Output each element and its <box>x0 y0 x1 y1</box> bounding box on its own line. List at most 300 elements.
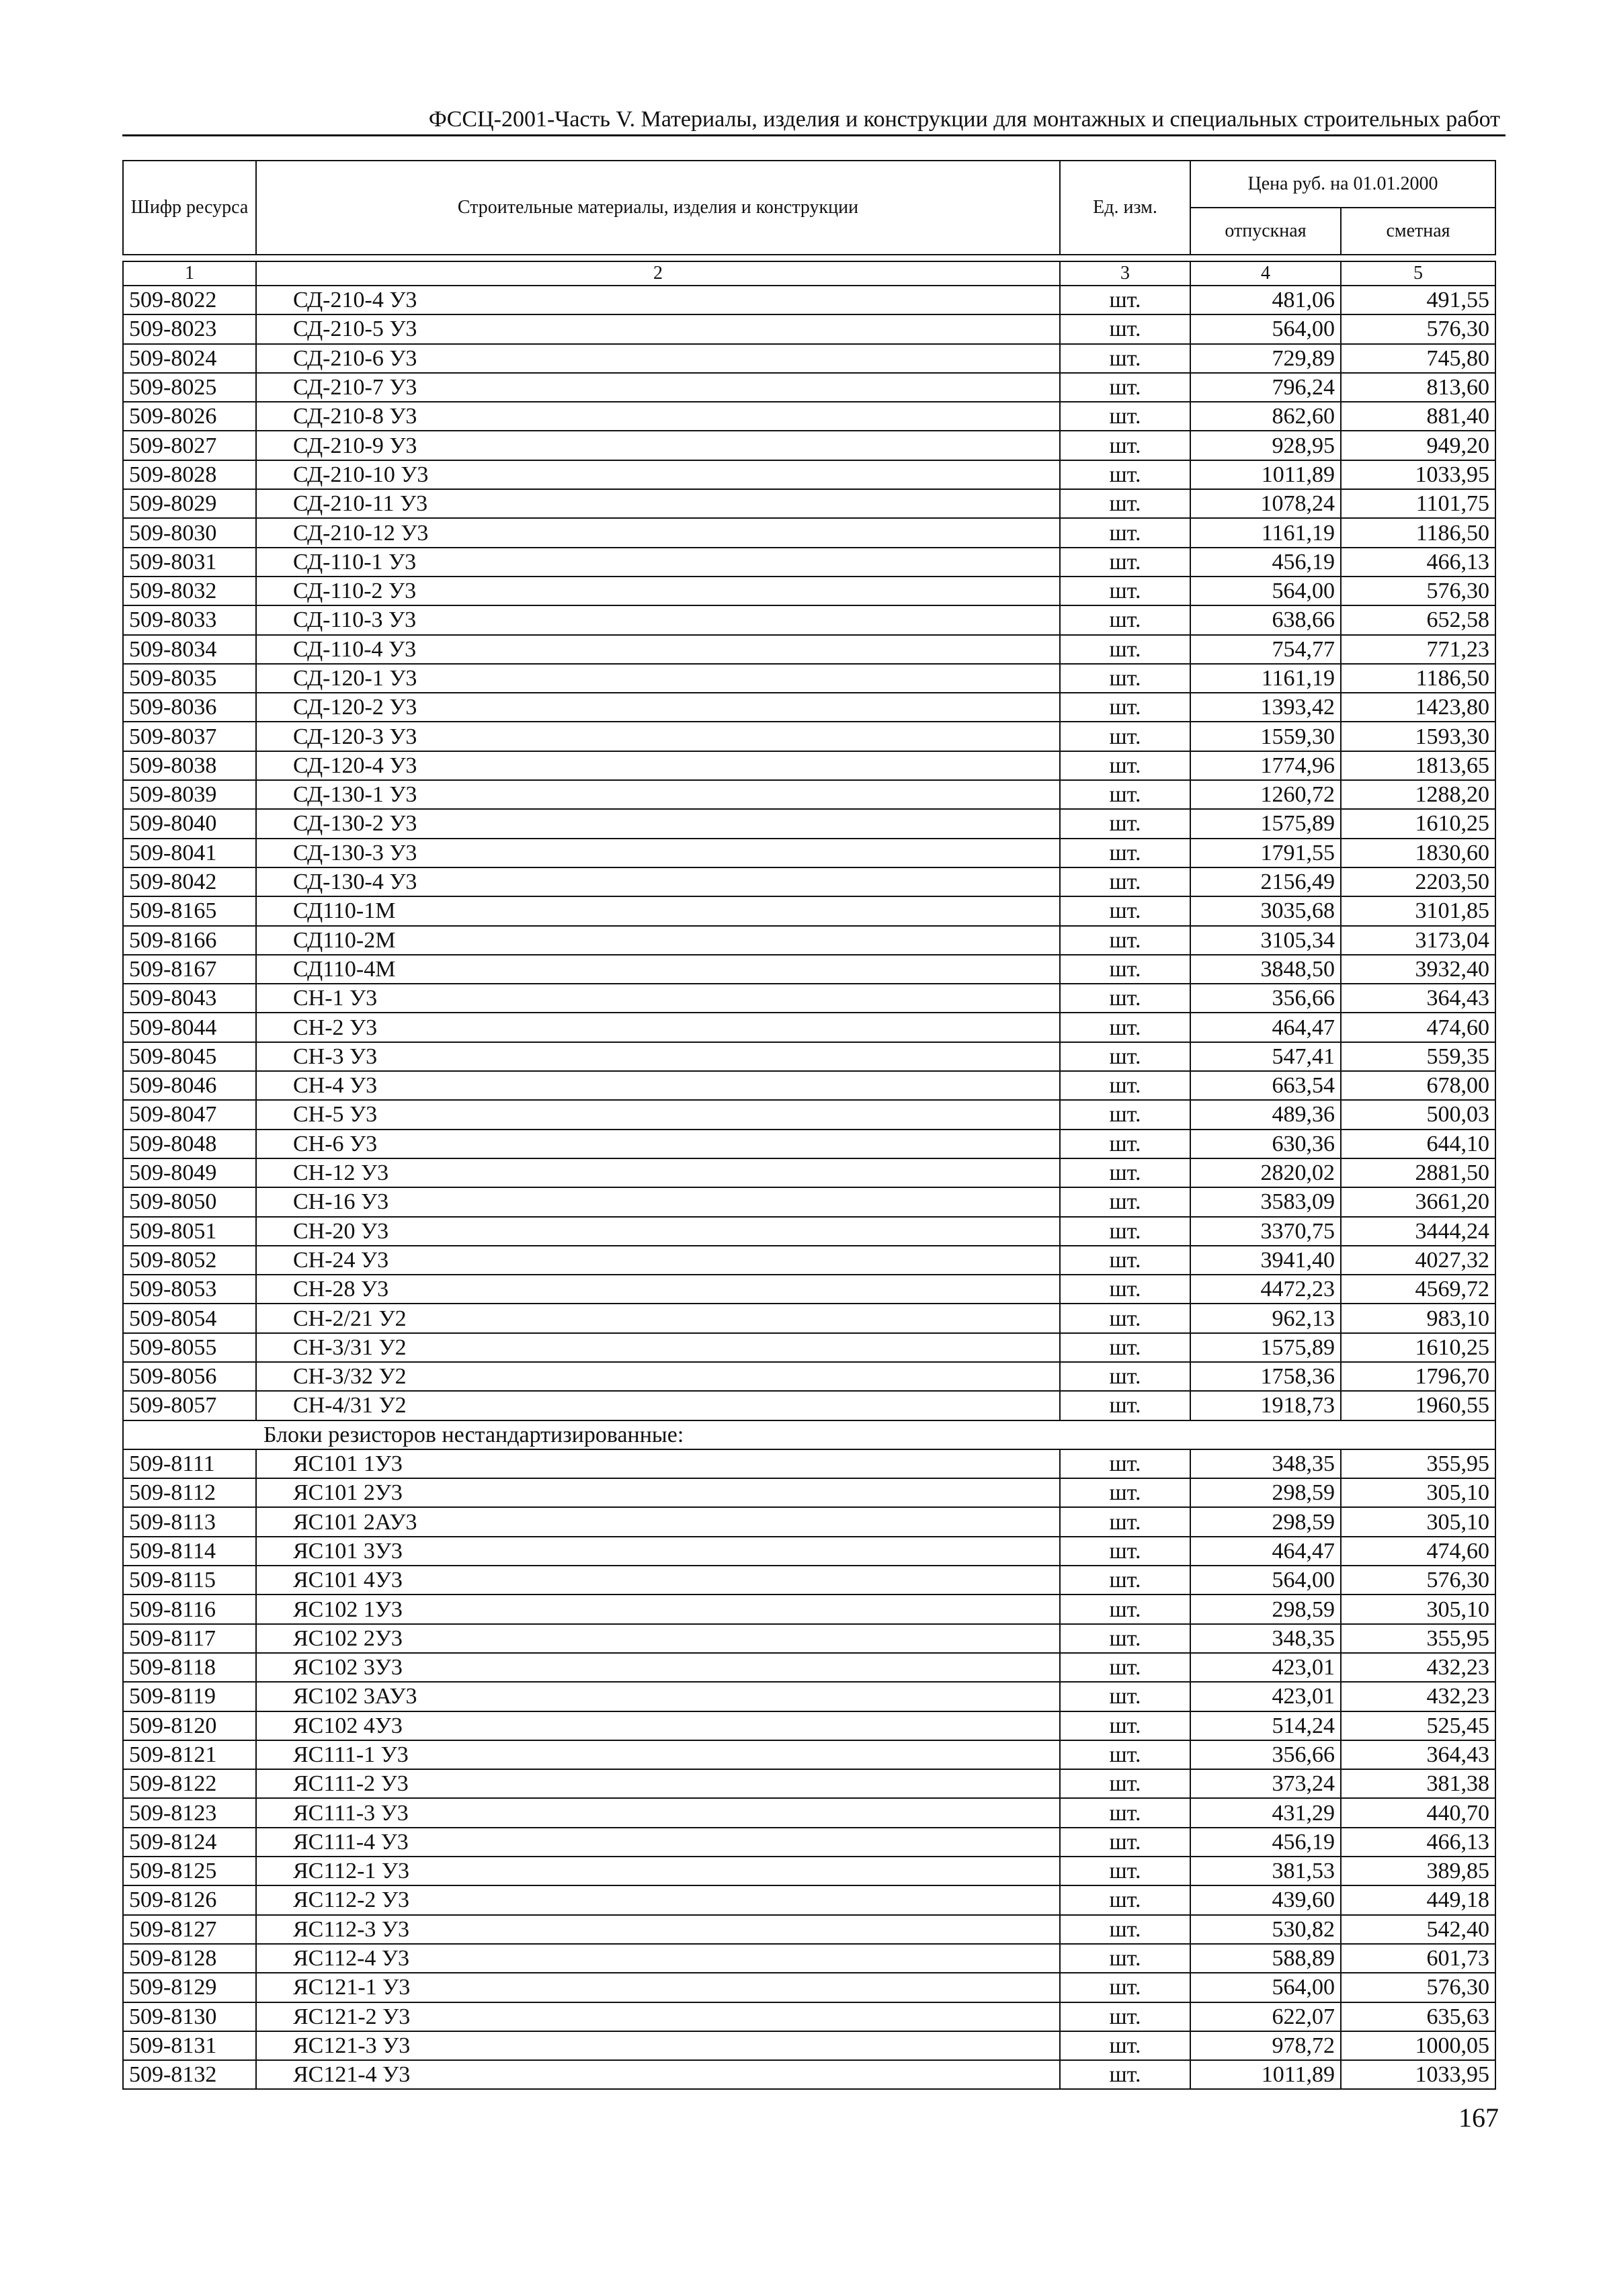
material-name-cell: ЯС121-3 У3 <box>256 2031 1060 2060</box>
estimate-price-cell: 466,13 <box>1341 1828 1495 1857</box>
resource-code-cell: 509-8023 <box>123 314 256 343</box>
estimate-price-cell: 381,38 <box>1341 1769 1495 1798</box>
material-name-cell: СД-210-11 У3 <box>256 489 1060 518</box>
table-row <box>123 460 1495 489</box>
resource-code-cell: 509-8022 <box>123 286 256 314</box>
estimate-price-cell: 1000,05 <box>1341 2031 1495 2060</box>
material-name-cell: СД-110-2 У3 <box>256 577 1060 605</box>
release-price-cell: 564,00 <box>1190 577 1341 605</box>
page-number: 167 <box>1458 2102 1499 2133</box>
material-name-cell: СД-210-4 У3 <box>256 286 1060 314</box>
resource-code-cell: 509-8043 <box>123 984 256 1013</box>
estimate-price-cell: 474,60 <box>1341 1537 1495 1566</box>
estimate-price-cell: 3173,04 <box>1341 926 1495 955</box>
estimate-price-cell: 1423,80 <box>1341 693 1495 722</box>
release-price-cell: 431,29 <box>1190 1798 1341 1827</box>
material-name-cell: СН-20 У3 <box>256 1217 1060 1246</box>
resource-code-cell: 509-8028 <box>123 460 256 489</box>
material-name-cell: ЯС112-1 У3 <box>256 1857 1060 1885</box>
estimate-price-cell: 389,85 <box>1341 1857 1495 1885</box>
estimate-price-cell: 305,10 <box>1341 1478 1495 1507</box>
material-name-cell: СД-210-10 У3 <box>256 460 1060 489</box>
unit-cell: шт. <box>1060 1973 1190 2002</box>
unit-cell: шт. <box>1060 1100 1190 1129</box>
release-price-cell: 530,82 <box>1190 1915 1341 1944</box>
unit-cell: шт. <box>1060 839 1190 867</box>
material-name-cell: СН-28 У3 <box>256 1275 1060 1304</box>
table-row <box>123 605 1495 634</box>
release-price-cell: 1918,73 <box>1190 1391 1341 1420</box>
table-row <box>123 1187 1495 1216</box>
material-name-cell: СД-210-7 У3 <box>256 373 1060 402</box>
release-price-cell: 4472,23 <box>1190 1275 1341 1304</box>
material-name-cell: СД-120-2 У3 <box>256 693 1060 722</box>
material-name-cell: ЯС121-4 У3 <box>256 2060 1060 2089</box>
section-row <box>123 1420 1495 1449</box>
material-name-cell: ЯС101 4У3 <box>256 1566 1060 1595</box>
table-row <box>123 2060 1495 2089</box>
unit-cell: шт. <box>1060 809 1190 838</box>
estimate-price-cell: 678,00 <box>1341 1071 1495 1100</box>
estimate-price-cell: 500,03 <box>1341 1100 1495 1129</box>
release-price-cell: 1393,42 <box>1190 693 1341 722</box>
release-price-cell: 348,35 <box>1190 1624 1341 1653</box>
table-row <box>123 1071 1495 1100</box>
release-price-cell: 439,60 <box>1190 1885 1341 1914</box>
estimate-price-cell: 881,40 <box>1341 402 1495 431</box>
table-row <box>123 1333 1495 1362</box>
column-number: 1 <box>123 261 256 286</box>
release-price-cell: 456,19 <box>1190 1828 1341 1857</box>
estimate-price-cell: 1610,25 <box>1341 1333 1495 1362</box>
release-price-cell: 298,59 <box>1190 1478 1341 1507</box>
material-name-cell: СН-2 У3 <box>256 1013 1060 1041</box>
unit-cell: шт. <box>1060 548 1190 577</box>
material-name-cell: ЯС111-3 У3 <box>256 1798 1060 1827</box>
release-price-cell: 796,24 <box>1190 373 1341 402</box>
unit-cell: шт. <box>1060 1013 1190 1041</box>
material-name-cell: СН-5 У3 <box>256 1100 1060 1129</box>
resource-code-cell: 509-8116 <box>123 1595 256 1623</box>
table-row <box>123 1013 1495 1041</box>
release-price-cell: 1011,89 <box>1190 2060 1341 2089</box>
estimate-price-cell: 305,10 <box>1341 1507 1495 1536</box>
release-price-cell: 1774,96 <box>1190 751 1341 780</box>
resource-code-cell: 509-8035 <box>123 664 256 693</box>
estimate-price-cell: 949,20 <box>1341 431 1495 460</box>
table-row <box>123 1566 1495 1595</box>
estimate-price-cell: 559,35 <box>1341 1042 1495 1071</box>
release-price-cell: 1011,89 <box>1190 460 1341 489</box>
release-price-cell: 3105,34 <box>1190 926 1341 955</box>
resource-code-cell: 509-8127 <box>123 1915 256 1944</box>
estimate-price-cell: 466,13 <box>1341 548 1495 577</box>
unit-cell: шт. <box>1060 489 1190 518</box>
resource-code-cell: 509-8126 <box>123 1885 256 1914</box>
estimate-price-cell: 4027,32 <box>1341 1246 1495 1275</box>
table-row <box>123 1624 1495 1653</box>
unit-cell: шт. <box>1060 1944 1190 1973</box>
unit-cell: шт. <box>1060 577 1190 605</box>
unit-cell: шт. <box>1060 635 1190 664</box>
table-row <box>123 664 1495 693</box>
resource-code-cell: 509-8124 <box>123 1828 256 1857</box>
estimate-price-cell: 432,23 <box>1341 1682 1495 1711</box>
estimate-price-cell: 1830,60 <box>1341 839 1495 867</box>
table-row <box>123 1478 1495 1507</box>
material-name-cell: СД-210-6 У3 <box>256 344 1060 373</box>
release-price-cell: 1161,19 <box>1190 518 1341 547</box>
estimate-price-cell: 576,30 <box>1341 1566 1495 1595</box>
release-price-cell: 588,89 <box>1190 1944 1341 1973</box>
material-name-cell: СД110-2М <box>256 926 1060 955</box>
table-row <box>123 1362 1495 1391</box>
release-price-cell: 298,59 <box>1190 1595 1341 1623</box>
table-row <box>123 867 1495 896</box>
resource-code-cell: 509-8042 <box>123 867 256 896</box>
resource-code-cell: 509-8128 <box>123 1944 256 1973</box>
table-row <box>123 577 1495 605</box>
unit-cell: шт. <box>1060 896 1190 925</box>
header-estimate-price: сметная <box>1341 208 1495 255</box>
material-name-cell: ЯС121-2 У3 <box>256 2002 1060 2031</box>
unit-cell: шт. <box>1060 1275 1190 1304</box>
unit-cell: шт. <box>1060 518 1190 547</box>
estimate-price-cell: 1796,70 <box>1341 1362 1495 1391</box>
resource-code-cell: 509-8115 <box>123 1566 256 1595</box>
estimate-price-cell: 635,63 <box>1341 2002 1495 2031</box>
estimate-price-cell: 1593,30 <box>1341 722 1495 751</box>
table-row <box>123 518 1495 547</box>
estimate-price-cell: 355,95 <box>1341 1624 1495 1653</box>
table-row <box>123 431 1495 460</box>
resource-code-cell: 509-8053 <box>123 1275 256 1304</box>
release-price-cell: 381,53 <box>1190 1857 1341 1885</box>
table-row <box>123 2002 1495 2031</box>
material-name-cell: ЯС121-1 У3 <box>256 1973 1060 2002</box>
resource-code-cell: 509-8033 <box>123 605 256 634</box>
resource-code-cell: 509-8027 <box>123 431 256 460</box>
table-row <box>123 809 1495 838</box>
release-price-cell: 514,24 <box>1190 1711 1341 1740</box>
header-code: Шифр ресурса <box>123 161 256 255</box>
unit-cell: шт. <box>1060 431 1190 460</box>
estimate-price-cell: 576,30 <box>1341 577 1495 605</box>
table-row <box>123 1973 1495 2002</box>
resource-code-cell: 509-8121 <box>123 1740 256 1769</box>
resource-code-cell: 509-8034 <box>123 635 256 664</box>
resource-code-cell: 509-8167 <box>123 955 256 984</box>
table-row <box>123 1857 1495 1885</box>
material-name-cell: СН-2/21 У2 <box>256 1304 1060 1332</box>
estimate-price-cell: 474,60 <box>1341 1013 1495 1041</box>
release-price-cell: 564,00 <box>1190 314 1341 343</box>
estimate-price-cell: 1960,55 <box>1341 1391 1495 1420</box>
unit-cell: шт. <box>1060 1130 1190 1158</box>
unit-cell: шт. <box>1060 1362 1190 1391</box>
release-price-cell: 622,07 <box>1190 2002 1341 2031</box>
resource-code-cell: 509-8131 <box>123 2031 256 2060</box>
estimate-price-cell: 3661,20 <box>1341 1187 1495 1216</box>
release-price-cell: 663,54 <box>1190 1071 1341 1100</box>
unit-cell: шт. <box>1060 1798 1190 1827</box>
estimate-price-cell: 576,30 <box>1341 1973 1495 2002</box>
unit-cell: шт. <box>1060 1682 1190 1711</box>
table-row <box>123 1537 1495 1566</box>
estimate-price-cell: 3444,24 <box>1341 1217 1495 1246</box>
estimate-price-cell: 771,23 <box>1341 635 1495 664</box>
resource-code-cell: 509-8040 <box>123 809 256 838</box>
resource-code-cell: 509-8123 <box>123 1798 256 1827</box>
material-name-cell: СН-3/32 У2 <box>256 1362 1060 1391</box>
release-price-cell: 356,66 <box>1190 984 1341 1013</box>
table-row <box>123 373 1495 402</box>
table-row <box>123 1944 1495 1973</box>
estimate-price-cell: 813,60 <box>1341 373 1495 402</box>
table-row <box>123 1391 1495 1420</box>
release-price-cell: 1078,24 <box>1190 489 1341 518</box>
resource-code-cell: 509-8045 <box>123 1042 256 1071</box>
release-price-cell: 3583,09 <box>1190 1187 1341 1216</box>
estimate-price-cell: 364,43 <box>1341 1740 1495 1769</box>
table-row <box>123 693 1495 722</box>
unit-cell: шт. <box>1060 344 1190 373</box>
release-price-cell: 3035,68 <box>1190 896 1341 925</box>
estimate-price-cell: 1033,95 <box>1341 2060 1495 2089</box>
estimate-price-cell: 652,58 <box>1341 605 1495 634</box>
column-number: 5 <box>1341 261 1495 286</box>
header-gap <box>123 255 1495 261</box>
material-name-cell: СН-12 У3 <box>256 1158 1060 1187</box>
material-name-cell: СД-110-1 У3 <box>256 548 1060 577</box>
header-name: Строительные материалы, изделия и конструкции <box>256 161 1060 255</box>
header-price-group: Цена руб. на 01.01.2000 <box>1190 161 1495 208</box>
resource-code-cell: 509-8166 <box>123 926 256 955</box>
resource-code-cell: 509-8057 <box>123 1391 256 1420</box>
unit-cell: шт. <box>1060 605 1190 634</box>
material-name-cell: ЯС112-2 У3 <box>256 1885 1060 1914</box>
release-price-cell: 423,01 <box>1190 1682 1341 1711</box>
release-price-cell: 2156,49 <box>1190 867 1341 896</box>
material-name-cell: СД-210-8 У3 <box>256 402 1060 431</box>
release-price-cell: 928,95 <box>1190 431 1341 460</box>
resource-code-cell: 509-8054 <box>123 1304 256 1332</box>
table-row <box>123 286 1495 314</box>
resource-code-cell: 509-8120 <box>123 1711 256 1740</box>
unit-cell: шт. <box>1060 314 1190 343</box>
release-price-cell: 564,00 <box>1190 1973 1341 2002</box>
release-price-cell: 356,66 <box>1190 1740 1341 1769</box>
material-name-cell: ЯС102 1У3 <box>256 1595 1060 1623</box>
estimate-price-cell: 449,18 <box>1341 1885 1495 1914</box>
estimate-price-cell: 1101,75 <box>1341 489 1495 518</box>
unit-cell: шт. <box>1060 2002 1190 2031</box>
release-price-cell: 373,24 <box>1190 1769 1341 1798</box>
resource-code-cell: 509-8029 <box>123 489 256 518</box>
unit-cell: шт. <box>1060 1740 1190 1769</box>
table-row <box>123 1449 1495 1478</box>
material-name-cell: СН-1 У3 <box>256 984 1060 1013</box>
resource-code-cell: 509-8051 <box>123 1217 256 1246</box>
unit-cell: шт. <box>1060 1828 1190 1857</box>
unit-cell: шт. <box>1060 402 1190 431</box>
unit-cell: шт. <box>1060 1507 1190 1536</box>
material-name-cell: ЯС111-2 У3 <box>256 1769 1060 1798</box>
resource-code-cell: 509-8032 <box>123 577 256 605</box>
release-price-cell: 481,06 <box>1190 286 1341 314</box>
table-row <box>123 955 1495 984</box>
unit-cell: шт. <box>1060 1478 1190 1507</box>
unit-cell: шт. <box>1060 722 1190 751</box>
unit-cell: шт. <box>1060 2060 1190 2089</box>
estimate-price-cell: 305,10 <box>1341 1595 1495 1623</box>
unit-cell: шт. <box>1060 1158 1190 1187</box>
release-price-cell: 464,47 <box>1190 1537 1341 1566</box>
resource-code-cell: 509-8132 <box>123 2060 256 2089</box>
unit-cell: шт. <box>1060 1595 1190 1623</box>
material-name-cell: СД-210-12 У3 <box>256 518 1060 547</box>
resource-code-cell: 509-8117 <box>123 1624 256 1653</box>
release-price-cell: 1791,55 <box>1190 839 1341 867</box>
material-name-cell: ЯС101 2У3 <box>256 1478 1060 1507</box>
resource-code-cell: 509-8052 <box>123 1246 256 1275</box>
table-row <box>123 1828 1495 1857</box>
column-numbers-row <box>123 261 1495 286</box>
estimate-price-cell: 644,10 <box>1341 1130 1495 1158</box>
resource-code-cell: 509-8122 <box>123 1769 256 1798</box>
material-name-cell: СН-3 У3 <box>256 1042 1060 1071</box>
estimate-price-cell: 432,23 <box>1341 1653 1495 1682</box>
material-name-cell: СД-110-3 У3 <box>256 605 1060 634</box>
estimate-price-cell: 1186,50 <box>1341 518 1495 547</box>
resource-code-cell: 509-8129 <box>123 1973 256 2002</box>
material-name-cell: ЯС102 3У3 <box>256 1653 1060 1682</box>
release-price-cell: 862,60 <box>1190 402 1341 431</box>
resource-code-cell: 509-8026 <box>123 402 256 431</box>
table-row <box>123 1915 1495 1944</box>
material-name-cell: ЯС101 2АУ3 <box>256 1507 1060 1536</box>
release-price-cell: 978,72 <box>1190 2031 1341 2060</box>
estimate-price-cell: 1610,25 <box>1341 809 1495 838</box>
resource-code-cell: 509-8111 <box>123 1449 256 1478</box>
unit-cell: шт. <box>1060 1391 1190 1420</box>
release-price-cell: 3370,75 <box>1190 1217 1341 1246</box>
release-price-cell: 1260,72 <box>1190 780 1341 809</box>
estimate-price-cell: 364,43 <box>1341 984 1495 1013</box>
material-name-cell: ЯС102 3АУ3 <box>256 1682 1060 1711</box>
column-number: 2 <box>256 261 1060 286</box>
running-header-text: ФССЦ-2001-Часть V. Материалы, изделия и конструкции для монтажных и специальных строительных работ <box>428 107 1500 132</box>
table-row <box>123 1042 1495 1071</box>
table-row <box>123 1275 1495 1304</box>
material-name-cell: СН-4 У3 <box>256 1071 1060 1100</box>
material-name-cell: СД-130-1 У3 <box>256 780 1060 809</box>
material-name-cell: ЯС101 1У3 <box>256 1449 1060 1478</box>
table-row <box>123 1246 1495 1275</box>
unit-cell: шт. <box>1060 1769 1190 1798</box>
material-name-cell: СД-210-9 У3 <box>256 431 1060 460</box>
resource-code-cell: 509-8055 <box>123 1333 256 1362</box>
table-row <box>123 839 1495 867</box>
release-price-cell: 3848,50 <box>1190 955 1341 984</box>
unit-cell: шт. <box>1060 1304 1190 1332</box>
resource-code-cell: 509-8046 <box>123 1071 256 1100</box>
material-name-cell: ЯС111-1 У3 <box>256 1740 1060 1769</box>
material-name-cell: СН-4/31 У2 <box>256 1391 1060 1420</box>
resource-code-cell: 509-8041 <box>123 839 256 867</box>
material-name-cell: СД-110-4 У3 <box>256 635 1060 664</box>
table-row <box>123 1885 1495 1914</box>
table-row <box>123 1682 1495 1711</box>
resource-code-cell: 509-8039 <box>123 780 256 809</box>
resource-code-cell: 509-8050 <box>123 1187 256 1216</box>
release-price-cell: 456,19 <box>1190 548 1341 577</box>
release-price-cell: 962,13 <box>1190 1304 1341 1332</box>
table-row <box>123 1304 1495 1332</box>
release-price-cell: 1758,36 <box>1190 1362 1341 1391</box>
unit-cell: шт. <box>1060 286 1190 314</box>
estimate-price-cell: 525,45 <box>1341 1711 1495 1740</box>
estimate-price-cell: 1033,95 <box>1341 460 1495 489</box>
estimate-price-cell: 491,55 <box>1341 286 1495 314</box>
material-name-cell: ЯС111-4 У3 <box>256 1828 1060 1857</box>
unit-cell: шт. <box>1060 1537 1190 1566</box>
table-row <box>123 1100 1495 1129</box>
unit-cell: шт. <box>1060 373 1190 402</box>
release-price-cell: 489,36 <box>1190 1100 1341 1129</box>
unit-cell: шт. <box>1060 1246 1190 1275</box>
release-price-cell: 1559,30 <box>1190 722 1341 751</box>
material-name-cell: СД110-4М <box>256 955 1060 984</box>
resource-code-cell: 509-8047 <box>123 1100 256 1129</box>
unit-cell: шт. <box>1060 984 1190 1013</box>
table-body <box>123 286 1495 2089</box>
resource-code-cell: 509-8024 <box>123 344 256 373</box>
material-name-cell: СД-120-4 У3 <box>256 751 1060 780</box>
column-number: 3 <box>1060 261 1190 286</box>
table-row <box>123 1740 1495 1769</box>
release-price-cell: 729,89 <box>1190 344 1341 373</box>
release-price-cell: 630,36 <box>1190 1130 1341 1158</box>
material-name-cell: СН-16 У3 <box>256 1187 1060 1216</box>
table-row <box>123 635 1495 664</box>
release-price-cell: 1575,89 <box>1190 809 1341 838</box>
estimate-price-cell: 1186,50 <box>1341 664 1495 693</box>
material-name-cell: СД-120-3 У3 <box>256 722 1060 751</box>
unit-cell: шт. <box>1060 1915 1190 1944</box>
estimate-price-cell: 1813,65 <box>1341 751 1495 780</box>
resource-code-cell: 509-8130 <box>123 2002 256 2031</box>
resource-code-cell: 509-8112 <box>123 1478 256 1507</box>
estimate-price-cell: 745,80 <box>1341 344 1495 373</box>
estimate-price-cell: 355,95 <box>1341 1449 1495 1478</box>
resource-code-cell: 509-8113 <box>123 1507 256 1536</box>
estimate-price-cell: 542,40 <box>1341 1915 1495 1944</box>
table-row <box>123 1798 1495 1827</box>
estimate-price-cell: 3932,40 <box>1341 955 1495 984</box>
table-row <box>123 314 1495 343</box>
resource-code-cell: 509-8049 <box>123 1158 256 1187</box>
estimate-price-cell: 576,30 <box>1341 314 1495 343</box>
resource-code-cell: 509-8037 <box>123 722 256 751</box>
table-row <box>123 722 1495 751</box>
table-row <box>123 926 1495 955</box>
table-row <box>123 896 1495 925</box>
release-price-cell: 2820,02 <box>1190 1158 1341 1187</box>
release-price-cell: 754,77 <box>1190 635 1341 664</box>
unit-cell: шт. <box>1060 1885 1190 1914</box>
unit-cell: шт. <box>1060 751 1190 780</box>
